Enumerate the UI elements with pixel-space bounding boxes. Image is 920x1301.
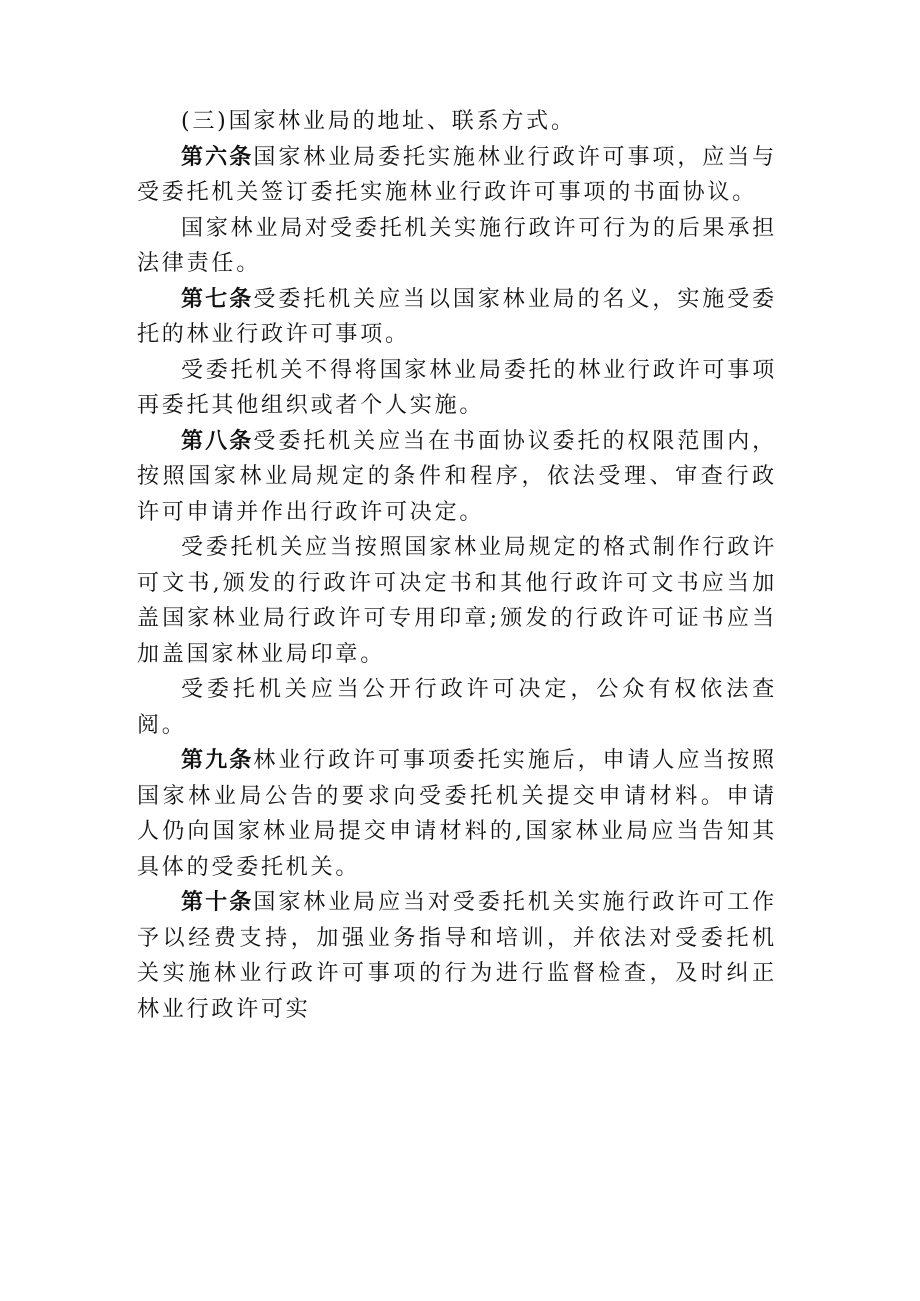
article-heading: 第七条 [181,286,254,312]
paragraph-text: (三)国家林业局的地址、联系方式。 [181,109,576,134]
paragraph-article-6 [137,140,777,211]
article-heading: 第十条 [181,890,254,915]
document-body [137,104,777,1027]
paragraph-text: 受委托机关不得将国家林业局委托的林业行政许可事项再委托其他组织或者个人实施。 [137,357,777,418]
paragraph-article-9 [137,743,777,885]
paragraph-contact-item [137,104,777,140]
paragraph-article-7 [137,282,777,353]
paragraph-article-8-clause-3 [137,672,777,743]
paragraph-text: 受委托机关应当在书面协议委托的权限范围内，按照国家林业局规定的条件和程序，依法受理、审查行政许可申请并作出行政许可决定。 [137,428,777,525]
paragraph-text: 国家林业局对受委托机关实施行政许可行为的后果承担法律责任。 [137,215,777,276]
paragraph-text: 国家林业局委托实施林业行政许可事项，应当与受委托机关签订委托实施林业行政许可事项的书面协议。 [137,144,777,205]
paragraph-text: 受委托机关应当按照国家林业局规定的格式制作行政许可文书,颁发的行政许可决定书和其他行政许可文书应当加盖国家林业局行政许可专用印章;颁发的行政许可证书应当加盖国家林业局印章。 [137,535,777,667]
paragraph-text: 国家林业局应当对受委托机关实施行政许可工作予以经费支持，加强业务指导和培训，并依法对受委托机关实施林业行政许可事项的行为进行监督检查，及时纠正林业行政许可实 [137,890,777,1022]
paragraph-text: 林业行政许可事项委托实施后，申请人应当按照国家林业局公告的要求向受委托机关提交申请材料。申请人仍向国家林业局提交申请材料的,国家林业局应当告知其具体的受委托机关。 [137,748,777,880]
article-heading: 第六条 [181,144,254,170]
article-heading: 第九条 [181,748,254,773]
paragraph-text: 受委托机关应当以国家林业局的名义，实施受委托的林业行政许可事项。 [137,286,777,347]
paragraph-article-8-clause-2 [137,530,777,672]
paragraph-text: 受委托机关应当公开行政许可决定，公众有权依法查阅。 [137,677,777,738]
paragraph-article-8 [137,424,777,531]
paragraph-article-10 [137,885,777,1027]
paragraph-article-6-clause-2 [137,211,777,282]
paragraph-article-7-clause-2 [137,353,777,424]
article-heading: 第八条 [181,428,254,454]
